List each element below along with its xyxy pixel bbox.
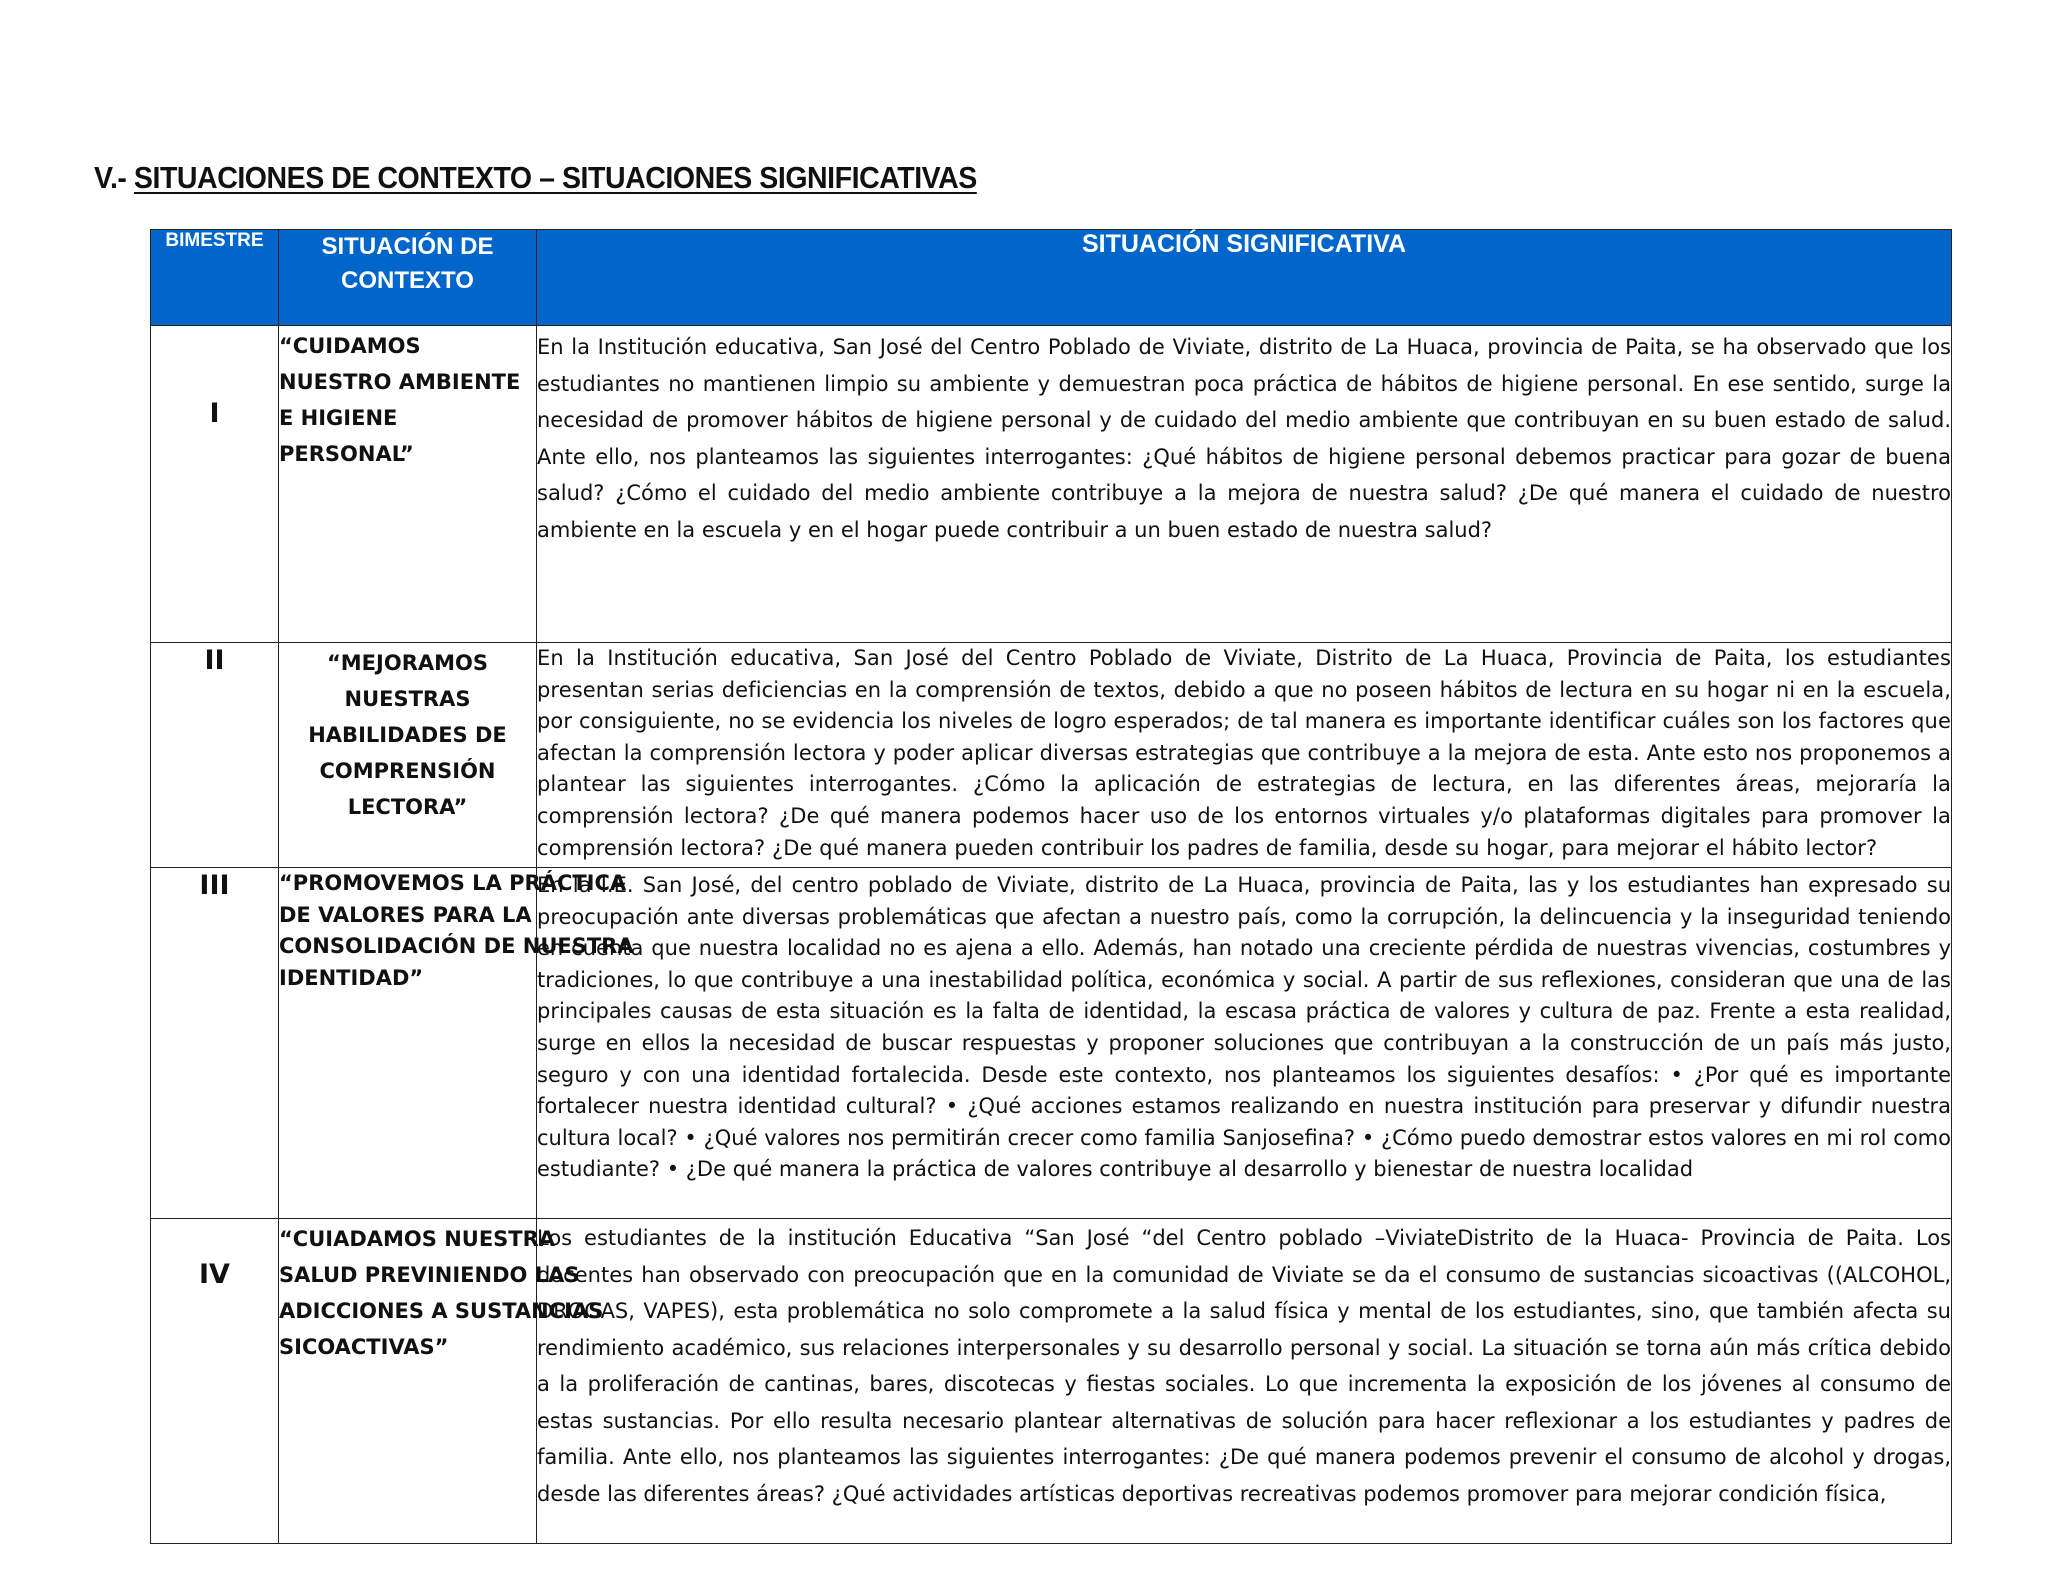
contexto-line: CONSOLIDACIÓN DE NUESTRA: [279, 934, 634, 959]
bimestre-cell: IV: [151, 1219, 279, 1544]
situaciones-table: [150, 229, 1952, 1544]
contexto-line: E HIGIENE: [279, 406, 398, 430]
situacion-cell: [537, 868, 1952, 1219]
header-bimestre: BIMESTRE: [151, 230, 279, 326]
header-contexto-line: SITUACIÓN DE: [321, 233, 494, 260]
contexto-cell: [279, 868, 634, 1219]
contexto-line: SICOACTIVAS”: [279, 1335, 449, 1359]
table-header-row: [151, 230, 1952, 326]
section-title: SITUACIONES DE CONTEXTO – SITUACIONES SIGNIFICATIVAS: [133, 160, 977, 195]
situacion-cell: [537, 1219, 1952, 1544]
contexto-line: DE VALORES PARA LA: [279, 902, 532, 927]
situacion-cell: [537, 326, 1952, 643]
table-row: [151, 643, 1952, 868]
section-heading: [94, 160, 977, 196]
situacion-text: Los estudiantes de la institución Educativa “San José “del Centro poblado –ViviateDistrito de la Huaca- Provincia de Paita. Los docentes han observado con preocupación que en la comunidad de Viviate se da el consumo de sustancias sicoactivas ((ALCOHOL, DROGAS, VAPES), esta problemática no solo compromete a la salud física y mental de los estudiantes, sino, que también afecta su rendimiento académico, sus relaciones interpersonales y su desarrollo personal y social. La situación se torna aún más crítica debido a la proliferación de cantinas, bares, discotecas y fiestas sociales. Lo que incrementa la exposición de los jóvenes al consumo de estas sustancias. Por ello resulta necesario plantear alternativas de solución para hacer reflexionar a los estudiantes y padres de familia. Ante ello, nos planteamos las siguientes interrogantes: ¿De qué manera podemos prevenir el consumo de alcohol y drogas, desde las diferentes áreas? ¿Qué actividades artísticas deportivas recreativas podemos promover para mejorar condición física,: [537, 1226, 1951, 1506]
contexto-line: LECTORA”: [347, 795, 468, 819]
contexto-line: “PROMOVEMOS LA PRÁCTICA: [279, 871, 627, 895]
contexto-line: IDENTIDAD”: [279, 965, 424, 990]
situacion-text: En la Institución educativa, San José del Centro Poblado de Viviate, distrito de La Huaca, provincia de Paita, se ha observado que los estudiantes no mantienen limpio su ambiente y demuestran poca práctica de hábitos de higiene personal. En ese sentido, surge la necesidad de promover hábitos de higiene personal y de cuidado del medio ambiente que contribuyan en su buen estado de salud. Ante ello, nos planteamos las siguientes interrogantes: ¿Qué hábitos de higiene personal debemos practicar para gozar de buena salud? ¿Cómo el cuidado del medio ambiente contribuye a la mejora de nuestra salud? ¿De qué manera el cuidado de nuestro ambiente en la escuela y en el hogar puede contribuir a un buen estado de nuestra salud?: [537, 335, 1951, 542]
table-row: [151, 326, 1952, 643]
situacion-text: En la Institución educativa, San José del Centro Poblado de Viviate, Distrito de La Huaca, Provincia de Paita, los estudiantes presentan serias deficiencias en la comprensión de textos, debido a que no poseen hábitos de lectura en su hogar ni en la escuela, por consiguiente, no se evidencia los niveles de logro esperados; de tal manera es importante identificar cuáles son los factores que afectan la comprensión lectora y poder aplicar diversas estrategias que contribuye a la mejora de esta. Ante esto nos proponemos a plantear las siguientes interrogantes. ¿Cómo la aplicación de estrategias de lectura, en las diferentes áreas, mejoraría la comprensión lectora? ¿De qué manera podemos hacer uso de los entornos virtuales y/o plataformas digitales para promover la comprensión lectora? ¿De qué manera pueden contribuir los padres de familia, desde su hogar, para mejorar el hábito lector?: [537, 646, 1951, 860]
contexto-line: NUESTRAS: [344, 687, 471, 711]
bimestre-cell: I: [151, 326, 279, 643]
contexto-line: HABILIDADES DE: [308, 723, 507, 747]
contexto-cell: [279, 326, 537, 643]
contexto-line: PERSONAL”: [279, 442, 414, 466]
table-row: [151, 868, 1952, 1219]
contexto-line: COMPRENSIÓN: [319, 759, 496, 783]
situacion-text: En la I.E. San José, del centro poblado de Viviate, distrito de La Huaca, provincia de Paita, las y los estudiantes han expresado su preocupación ante diversas problemáticas que afectan a nuestro país, como la corrupción, la delincuencia y la inseguridad teniendo en cuenta que nuestra localidad no es ajena a ello. Además, han notado una creciente pérdida de nuestras vivencias, costumbres y tradiciones, lo que contribuye a una inestabilidad política, económica y social. A partir de sus reflexiones, consideran que una de las principales causas de esta situación es la falta de identidad, la escasa práctica de valores y cultura de paz. Frente a esta realidad, surge en ellos la necesidad de buscar respuestas y proponer soluciones que contribuyan a la construcción de un país más justo, seguro y con una identidad fortalecida. Desde este contexto, nos planteamos los siguientes desafíos: • ¿Por qué es importante fortalecer nuestra identidad cultural? • ¿Qué acciones estamos realizando en nuestra institución para preservar y difundir nuestra cultura local? • ¿Qué valores nos permitirán crecer como familia Sanjosefina? • ¿Cómo puedo demostrar estos valores en mi rol como estudiante? • ¿De qué manera la práctica de valores contribuye al desarrollo y bienestar de nuestra localidad: [537, 873, 1951, 1182]
header-contexto-line: CONTEXTO: [341, 267, 474, 294]
contexto-line: SALUD PREVINIENDO LAS: [279, 1263, 580, 1287]
header-situacion-contexto: [279, 230, 537, 326]
contexto-line: “CUIDAMOS: [279, 334, 421, 358]
header-situacion-significativa: SITUACIÓN SIGNIFICATIVA: [537, 230, 1952, 326]
contexto-cell: [279, 1219, 604, 1544]
contexto-line: ADICCIONES A SUSTANCIAS: [279, 1299, 604, 1323]
bimestre-cell: II: [151, 643, 279, 868]
situacion-cell: [537, 643, 1952, 868]
table-row: [151, 1219, 1952, 1544]
contexto-cell: [279, 643, 537, 868]
contexto-line: “CUIADAMOS NUESTRA: [279, 1227, 556, 1251]
contexto-line: “MEJORAMOS: [326, 651, 488, 675]
bimestre-cell: III: [151, 868, 279, 1219]
section-number: V.-: [94, 160, 127, 195]
contexto-line: NUESTRO AMBIENTE: [279, 370, 521, 394]
